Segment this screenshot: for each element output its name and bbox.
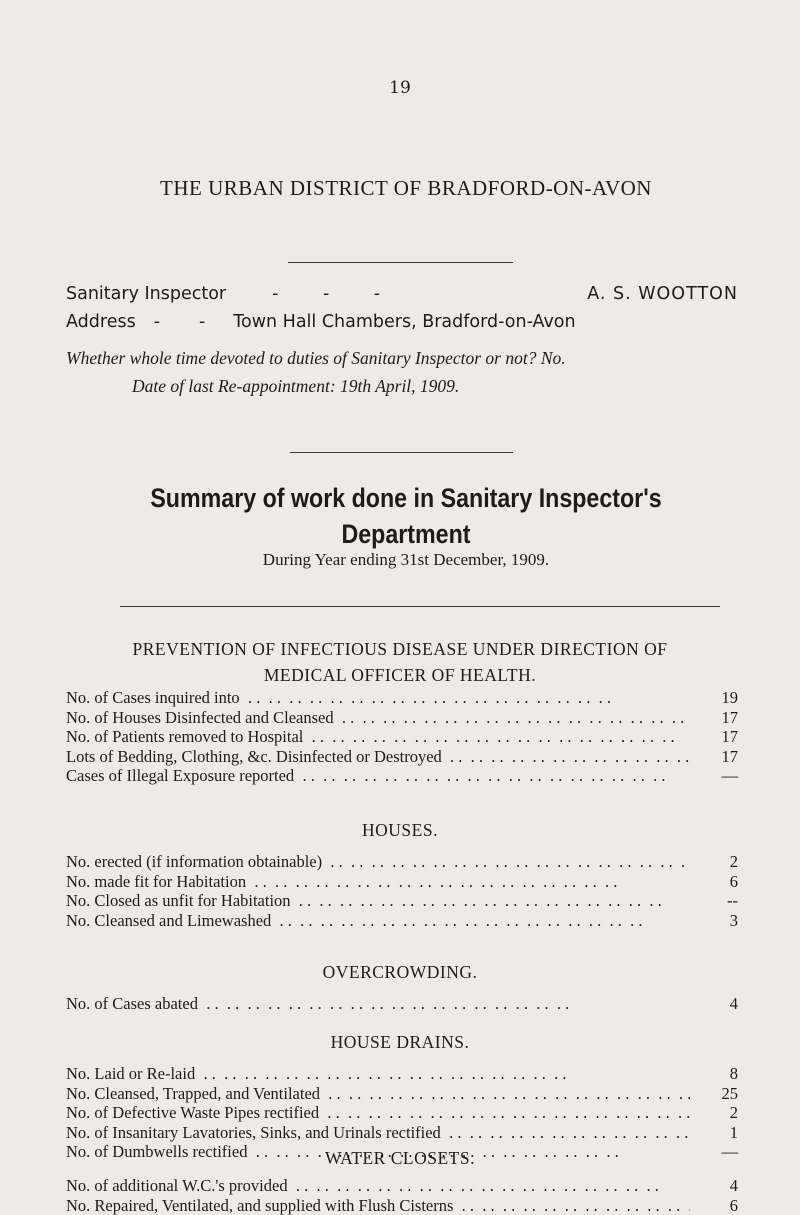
- section-title-overcrowding: OVERCROWDING.: [0, 962, 800, 983]
- summary-title: [57, 480, 755, 552]
- list-item: [66, 747, 738, 767]
- list-item: [66, 1196, 738, 1215]
- item-value: 17: [690, 727, 738, 747]
- section-title-house-drains: HOUSE DRAINS.: [0, 1032, 800, 1053]
- divider-rule: [290, 452, 513, 453]
- item-label: No. of Insanitary Lavatories, Sinks, and Urinals rectified . .: [66, 1123, 690, 1143]
- divider-rule: [288, 262, 513, 263]
- list-item: [66, 708, 738, 728]
- list-item: [66, 1064, 738, 1084]
- address-dashes: - -: [154, 312, 206, 332]
- item-value: --: [690, 891, 738, 911]
- overcrowding-list: [66, 994, 738, 1014]
- item-value: 25: [690, 1084, 738, 1104]
- item-value: 19: [690, 688, 738, 708]
- list-item: [66, 872, 738, 892]
- item-value: 17: [690, 747, 738, 767]
- list-item: [66, 1176, 738, 1196]
- list-item: [66, 891, 738, 911]
- address-row: [66, 312, 738, 332]
- whole-time-line: Whether whole time devoted to duties of Sanitary Inspector or not? No.: [66, 348, 746, 369]
- prevention-list: [66, 688, 738, 786]
- item-label: No. Cleansed, Trapped, and Ventilated . .: [66, 1084, 690, 1104]
- item-label: Lots of Bedding, Clothing, &c. Disinfected or Destroyed . .: [66, 747, 690, 767]
- item-value: 4: [690, 1176, 738, 1196]
- inspector-row: [66, 284, 738, 304]
- item-value: —: [690, 766, 738, 786]
- item-value: —: [690, 1142, 738, 1162]
- item-label: No. erected (if information obtainable) . .: [66, 852, 690, 872]
- list-item: [66, 1123, 738, 1143]
- address-label: Address: [66, 312, 136, 332]
- item-value: 2: [690, 1103, 738, 1123]
- item-value: 4: [690, 994, 738, 1014]
- summary-title-line2: Department: [57, 516, 755, 552]
- item-value: 2: [690, 852, 738, 872]
- summary-subtitle: During Year ending 31st December, 1909.: [0, 550, 800, 570]
- list-item: [66, 852, 738, 872]
- list-item: [66, 994, 738, 1014]
- item-label: No. Cleansed and Limewashed . .: [66, 911, 690, 931]
- item-label: No. of Houses Disinfected and Cleansed . .: [66, 708, 690, 728]
- list-item: [66, 911, 738, 931]
- house-drains-list: [66, 1064, 738, 1162]
- item-label: No. of Patients removed to Hospital . .: [66, 727, 690, 747]
- item-label: No. of Cases inquired into . .: [66, 688, 690, 708]
- item-value: 6: [690, 872, 738, 892]
- section-title-prevention: [0, 636, 800, 688]
- item-value: 17: [690, 708, 738, 728]
- inspector-dashes: - - -: [272, 284, 587, 304]
- section-title-line2: MEDICAL OFFICER OF HEALTH.: [0, 662, 800, 688]
- list-item: [66, 727, 738, 747]
- reappointment-line: Date of last Re-appointment: 19th April, 1909.: [132, 376, 459, 397]
- list-item: [66, 766, 738, 786]
- inspector-name: A. S. WOOTTON: [587, 284, 738, 304]
- page-number: 19: [0, 78, 800, 98]
- item-label: No. Laid or Re-laid . .: [66, 1064, 690, 1084]
- inspector-label: Sanitary Inspector: [66, 284, 226, 304]
- item-label: No. Closed as unfit for Habitation . .: [66, 891, 690, 911]
- divider-rule: [120, 606, 720, 607]
- section-title-line1: PREVENTION OF INFECTIOUS DISEASE UNDER DIRECTION OF: [0, 636, 800, 662]
- item-label: No. made fit for Habitation . .: [66, 872, 690, 892]
- item-label: No. of Defective Waste Pipes rectified . .: [66, 1103, 690, 1123]
- item-label: No. of Cases abated . .: [66, 994, 690, 1014]
- section-title-water-closets: WATER CLOSETS.: [0, 1148, 800, 1169]
- list-item: [66, 1103, 738, 1123]
- item-value: 1: [690, 1123, 738, 1143]
- item-label: No. of Dumbwells rectified . .: [66, 1142, 690, 1162]
- item-value: 3: [690, 911, 738, 931]
- section-title-houses: HOUSES.: [0, 820, 800, 841]
- item-value: 8: [690, 1064, 738, 1084]
- district-title: THE URBAN DISTRICT OF BRADFORD-ON-AVON: [0, 176, 800, 201]
- item-label: No. Repaired, Ventilated, and supplied with Flush Cisterns . .: [66, 1196, 690, 1215]
- item-value: 6: [690, 1196, 738, 1215]
- houses-list: [66, 852, 738, 930]
- address-value: Town Hall Chambers, Bradford-on-Avon: [233, 312, 575, 332]
- list-item: [66, 1084, 738, 1104]
- water-closets-list: [66, 1176, 738, 1215]
- item-label: Cases of Illegal Exposure reported . .: [66, 766, 690, 786]
- summary-title-line1: Summary of work done in Sanitary Inspector's: [57, 480, 755, 516]
- list-item: [66, 688, 738, 708]
- item-label: No. of additional W.C.'s provided . .: [66, 1176, 690, 1196]
